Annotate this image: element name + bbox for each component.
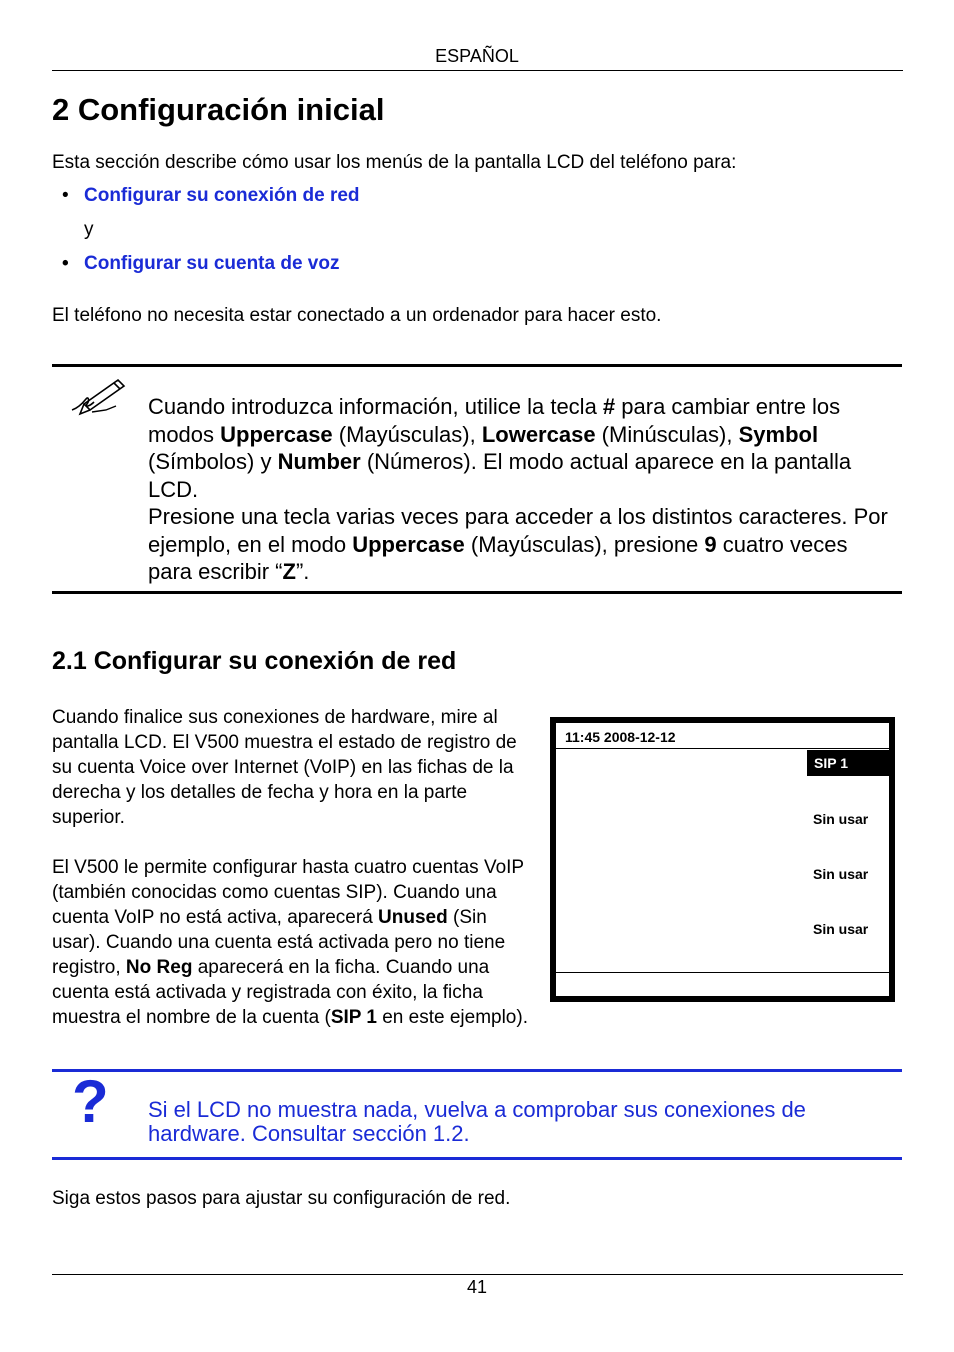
bullet-separator: y	[84, 219, 94, 240]
note-mode-uppercase: Uppercase	[220, 421, 333, 447]
para-segment: aparecerá en la ficha. Cuando una cuenta está activada y registrada con éxito, la ficha muestra el nombre de la cuenta (	[52, 957, 490, 1028]
para-segment: (Sin usar). Cuando una cuenta está activada pero no tiene registro,	[52, 907, 506, 978]
lcd-tab: Sin usar	[813, 866, 869, 882]
note-segment: (Números). El modo actual aparece en la pantalla LCD.	[148, 449, 852, 502]
bullet-item	[62, 253, 339, 275]
note-key-hash: #	[602, 394, 616, 419]
lcd-divider	[556, 972, 889, 973]
pencil-note-icon	[70, 374, 130, 420]
lcd-tab-active: SIP 1	[807, 750, 895, 776]
note-segment: (Mayúsculas),	[332, 421, 482, 447]
note-segment: (Mayúsculas), presione	[464, 531, 705, 557]
page-number: 41	[466, 1277, 488, 1297]
note-segment: Cuando introduzca información, utilice la tecla	[148, 394, 603, 419]
note-mode-symbol: Symbol	[738, 421, 819, 447]
note-key-nine: 9	[704, 531, 717, 557]
tip-top-rule	[52, 1069, 902, 1072]
term-no-reg: No Reg	[125, 957, 193, 978]
note-text	[148, 393, 888, 586]
lcd-divider	[556, 748, 889, 749]
lcd-screen	[550, 717, 895, 1002]
note-segment: (Minúsculas),	[595, 421, 739, 447]
bullet-dot: •	[62, 185, 69, 206]
section-para-2	[52, 855, 532, 1030]
note-bottom-rule	[52, 591, 902, 594]
note-top-rule	[52, 364, 902, 367]
bullet-item	[62, 185, 360, 207]
para-segment: El V500 le permite configurar hasta cuatro cuentas VoIP (también conocidas como cuentas SIP). Cuando una cuenta VoIP no está activa, aparecerá	[52, 857, 524, 928]
note-segment: para cambiar entre los modos	[148, 394, 841, 447]
note-mode-lowercase: Lowercase	[481, 421, 596, 447]
section-title: 2.1 Configurar su conexión de red	[52, 647, 457, 675]
note-mode-uppercase: Uppercase	[352, 531, 465, 557]
question-mark-icon: ?	[72, 1068, 109, 1135]
note-segment: Presione una tecla varias veces para acceder a los distintos caracteres. Por ejemplo, en el modo	[148, 504, 888, 557]
bullet-dot: •	[62, 253, 69, 274]
note-char-z: Z	[282, 559, 296, 584]
final-text: Siga estos pasos para ajustar su configuración de red.	[52, 1188, 511, 1209]
no-pc-note: El teléfono no necesita estar conectado a un ordenador para hacer esto.	[52, 305, 662, 326]
chapter-title: 2 Configuración inicial	[52, 92, 385, 127]
footer-divider	[52, 1274, 903, 1275]
tip-bottom-rule	[52, 1157, 902, 1160]
section-para-1: Cuando finalice sus conexiones de hardware, mire al pantalla LCD. El V500 muestra el estado de registro de su cuenta Voice over Internet (VoIP) en las fichas de la derecha y los detalles de fecha y hora en la parte superior.	[52, 707, 517, 828]
lcd-tab: Sin usar	[813, 811, 869, 827]
lcd-datetime: 11:45 2008-12-12	[565, 729, 676, 745]
tip-text: Si el LCD no muestra nada, vuelva a comprobar sus conexiones de hardware. Consultar sección 1.2.	[148, 1097, 806, 1146]
lcd-tab: Sin usar	[813, 921, 869, 937]
note-segment: ”.	[295, 559, 310, 584]
link-configure-voice-account[interactable]: Configurar su cuenta de voz	[84, 253, 340, 274]
term-unused: Unused	[378, 907, 448, 928]
note-segment: cuatro veces para escribir “	[148, 531, 848, 584]
intro-text: Esta sección describe cómo usar los menús de la pantalla LCD del teléfono para:	[52, 152, 737, 173]
note-segment: (Símbolos) y	[148, 449, 278, 474]
note-mode-number: Number	[277, 449, 361, 474]
term-sip1: SIP 1	[330, 1007, 377, 1028]
para-segment: en este ejemplo).	[376, 1007, 528, 1028]
section-body	[52, 705, 532, 1030]
header-language: ESPAÑOL	[435, 46, 519, 66]
header-divider	[52, 70, 903, 71]
link-configure-network[interactable]: Configurar su conexión de red	[84, 185, 360, 206]
